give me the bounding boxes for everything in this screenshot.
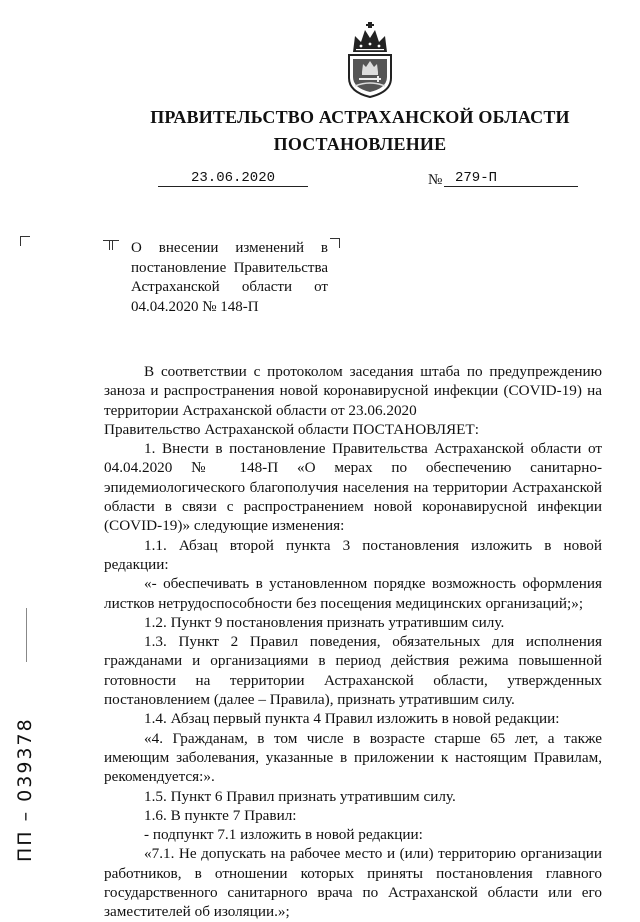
government-title: ПРАВИТЕЛЬСТВО АСТРАХАНСКОЙ ОБЛАСТИ bbox=[150, 107, 570, 127]
body-paragraph: 1.2. Пункт 9 постановления признать утратившим силу. bbox=[144, 613, 505, 631]
body-paragraph: 1.1. Абзац второй пункта 3 постановления изложить в новой редакции: bbox=[104, 536, 602, 573]
body-paragraph: Правительство Астраханской области ПОСТАНОВЛЯЕТ: bbox=[104, 420, 479, 438]
serial-stamp: ПП – 039378 bbox=[14, 717, 36, 863]
corner-mark bbox=[330, 238, 340, 248]
body-paragraph: 1.4. Абзац первый пункта 4 Правил изложить в новой редакции: bbox=[144, 710, 560, 728]
body-paragraph: В соответствии с протоколом заседания штаба по предупреждению заноза и распространения новой коронавирусной инфекции (COVID-19) на территории Астраханской области от 23.06.2020 bbox=[104, 363, 602, 419]
number-underline bbox=[444, 186, 578, 187]
body-paragraph: 1. Внести в постановление Правительства Астраханской области от 04.04.2020 № 148-П «О мерах по обеспечению санитарно-эпидемиологического благополучия населения на территории Астраханской области в связи с распространением новой коронавирусной инфекции (COVID-19)» следующие изменения: bbox=[104, 440, 602, 535]
body-paragraph: «4. Гражданам, в том числе в возрасте старше 65 лет, а также имеющим заболевания, указанные в приложении к настоящим Правилам, рекомендуется:». bbox=[104, 729, 602, 786]
margin-line bbox=[26, 608, 27, 662]
body-paragraph: 1.5. Пункт 6 Правил признать утратившим силу. bbox=[144, 787, 456, 805]
number-label: № bbox=[428, 172, 443, 188]
date-underline bbox=[158, 186, 308, 187]
decree-date: 23.06.2020 bbox=[190, 170, 275, 186]
body-paragraph: 1.3. Пункт 2 Правил поведения, обязательных для исполнения гражданами и организациями в период действия режима повышенной готовности на территории Астраханской области, утвержденных постановлением (далее – Правила), признать утратившим силу. bbox=[104, 633, 602, 709]
body-paragraph: «- обеспечивать в установленном порядке возможность оформления листков нетрудоспособности без посещения медицинских организаций;»; bbox=[104, 575, 602, 612]
corner-mark bbox=[109, 240, 119, 250]
decree-body bbox=[104, 362, 602, 922]
decree-number: 279-П bbox=[455, 170, 498, 186]
body-paragraph: 1.6. В пункте 7 Правил: bbox=[144, 806, 297, 824]
decree-subject: О внесении изменений в постановление Правительства Астраханской области от 04.04.2020 № 148-П bbox=[131, 240, 328, 315]
coat-of-arms-icon bbox=[341, 22, 399, 98]
body-paragraph: - подпункт 7.1 изложить в новой редакции: bbox=[144, 826, 423, 844]
document-type-title: ПОСТАНОВЛЕНИЕ bbox=[273, 134, 447, 154]
body-paragraph: «7.1. Не допускать на рабочее место и (или) территорию организации работников, в отношении которых приняты постановления главного государственного санитарного врача по Астраханской области или его заместителей об изоляции.»; bbox=[104, 845, 602, 921]
corner-mark bbox=[20, 236, 30, 246]
